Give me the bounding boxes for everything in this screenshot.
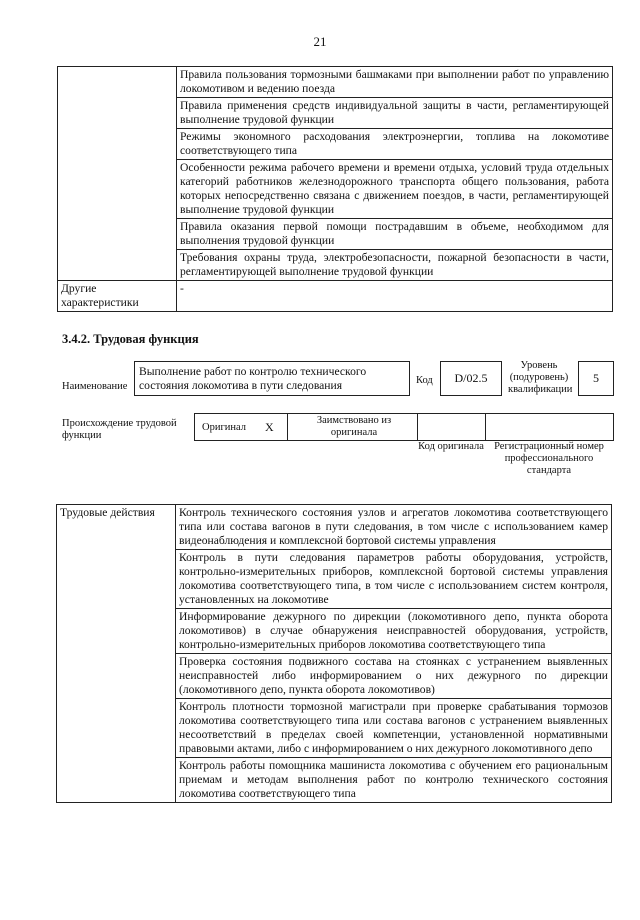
code-original-label: Код оригинала xyxy=(418,441,484,452)
origin-label: Происхождение трудовой функции xyxy=(62,418,177,441)
original-mark: X xyxy=(265,420,274,434)
requirement-item: Особенности режима рабочего времени и времени отдыха, условий труда отдельных категорий работников железнодорожного транспорта общего пользования, работа которых непосредственно связана с движением поездов, в части, регламентирующей выполнение трудовой функции xyxy=(177,160,613,219)
code-value: D/02.5 xyxy=(454,371,488,385)
action-item: Проверка состояния подвижного состава на стоянках с устранением выявленных неисправностей либо информированием о них дежурного по дирекции (локомотивного депо, пункта оборота локомотивов) xyxy=(176,654,612,699)
action-item: Контроль работы помощника машиниста локомотива с обучением его рациональным приемам и методам выполнения работ по контролю технического состояния локомотива соответствующего типа xyxy=(176,758,612,803)
name-box xyxy=(134,361,410,396)
actions-label: Трудовые действия xyxy=(57,505,176,803)
level-label: Уровень (подуровень) квалификации xyxy=(508,360,573,395)
action-item: Контроль технического состояния узлов и агрегатов локомотива соответствующего типа или состава вагонов в пути следования, в том числе с использованием камер видеонаблюдения и комплексной бортовой системы управления xyxy=(176,505,612,550)
level-box xyxy=(578,361,614,396)
requirement-item: Режимы экономного расходования электроэнергии, топлива на локомотиве соответствующего типа xyxy=(177,129,613,160)
action-item: Контроль в пути следования параметров работы оборудования, устройств, контрольно-измерительных приборов, комплексной бортовой системы управления локомотива соответствующего типа, в том числе с использованием систем контроля, установленных на локомотиве xyxy=(176,550,612,609)
code-box xyxy=(440,361,502,396)
requirement-item: Правила пользования тормозными башмаками при выполнении работ по управлению локомотивом и ведению поезда xyxy=(177,67,613,98)
origin-divider xyxy=(417,414,418,440)
origin-divider xyxy=(287,414,288,440)
action-item: Информирование дежурного по дирекции (локомотивного депо, пункта оборота локомотивов) в случае обнаружения неисправностей оборудования, устройств, контрольно-измерительных приборов локомотива соответствующего типа xyxy=(176,609,612,654)
section-heading: 3.4.2. Трудовая функция xyxy=(62,332,199,346)
action-item: Контроль плотности тормозной магистрали при проверке срабатывания тормозов локомотива соответствующего типа или состава вагонов с устранением выявленных несоответствий в пределах своей компетенции, установленной нормативными правовыми актами, либо с информированием о них дежурного локомотивного депо xyxy=(176,699,612,758)
requirement-item: Правила применения средств индивидуальной защиты в части, регламентирующей выполнение трудовой функции xyxy=(177,98,613,129)
reg-number-label: Регистрационный номер профессионального стандарта xyxy=(494,441,604,476)
other-characteristics-label: Другие характеристики xyxy=(58,281,177,312)
requirement-item: Требования охраны труда, электробезопасности, пожарной безопасности в части, регламентирующей выполнение трудовой функции xyxy=(177,250,613,281)
requirements-table xyxy=(57,66,613,312)
name-value: Выполнение работ по контролю технического состояния локомотива в пути следования xyxy=(139,365,367,392)
code-label: Код xyxy=(416,375,433,386)
requirements-label-cell xyxy=(58,67,177,281)
origin-divider xyxy=(485,414,486,440)
original-label: Оригинал xyxy=(202,422,246,433)
other-characteristics-value: - xyxy=(177,281,613,312)
level-value: 5 xyxy=(593,371,599,385)
page-number: 21 xyxy=(313,34,327,49)
borrowed-label: Заимствовано из оригинала xyxy=(316,415,392,438)
actions-table xyxy=(56,504,612,803)
origin-box xyxy=(194,413,614,441)
requirement-item: Правила оказания первой помощи пострадавшим в объеме, необходимом для выполнения трудовой функции xyxy=(177,219,613,250)
name-label: Наименование xyxy=(62,381,128,392)
